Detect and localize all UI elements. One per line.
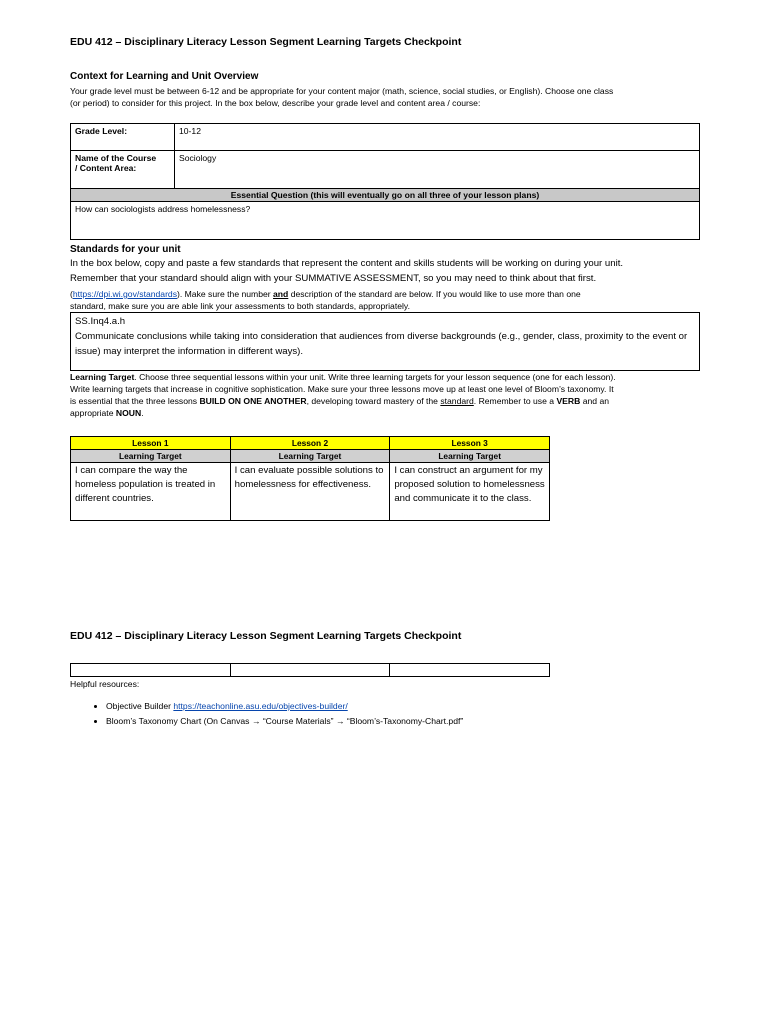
lt-line-1 xyxy=(70,371,710,383)
course-label xyxy=(71,151,175,189)
learning-target-instructions xyxy=(70,371,710,419)
lessons-table xyxy=(70,436,550,521)
objectives-builder-link[interactable]: https://teachonline.asu.edu/objectives-builder/ xyxy=(173,701,348,711)
lesson-1-target: I can compare the way the homeless population is treated in different countries. xyxy=(71,463,231,521)
lesson-1-subheader: Learning Target xyxy=(71,450,231,463)
lesson-3-header: Lesson 3 xyxy=(390,437,550,450)
dpi-standards-link[interactable]: https://dpi.wi.gov/standards xyxy=(72,289,178,299)
standard-emphasis: standard xyxy=(440,396,474,406)
lesson-2-subheader: Learning Target xyxy=(230,450,390,463)
lesson-3-subheader: Learning Target xyxy=(390,450,550,463)
standards-box xyxy=(70,312,700,371)
standards-line-4: standard, make sure you are able link your assessments to both standards, appropriately. xyxy=(70,301,410,311)
and-emphasis: and xyxy=(273,289,289,299)
lt-line-3-c: . Remember to use a xyxy=(473,396,557,406)
lt-line-3-a: is essential that the three lessons xyxy=(70,396,200,406)
essential-question-header: Essential Question (this will eventually go on all three of your lesson plans) xyxy=(71,189,700,202)
lesson-3-target: I can construct an argument for my proposed solution to homelessness and communicate it to the class. xyxy=(390,463,550,521)
standards-line-2: Remember that your standard should align with your SUMMATIVE ASSESSMENT, so you may need to think about that first. xyxy=(70,273,597,284)
helpful-resources-label: Helpful resources: xyxy=(70,679,140,689)
standards-line-3 xyxy=(70,288,581,300)
course-label-line-1: Name of the Course xyxy=(75,153,157,163)
standards-heading: Standards for your unit xyxy=(70,244,181,255)
grade-level-value: 10-12 xyxy=(175,124,700,151)
essential-question-value: How can sociologists address homelessness? xyxy=(71,202,700,240)
context-heading: Context for Learning and Unit Overview xyxy=(70,71,259,82)
resources-list xyxy=(70,699,463,729)
empty-continuation-table xyxy=(70,663,550,677)
empty-cell-3 xyxy=(390,664,550,677)
noun-emphasis: NOUN xyxy=(115,408,142,418)
lt-text-1: . Choose three sequential lessons within your unit. Write three learning targets for your lesson sequence (one for each lesson). xyxy=(134,372,616,382)
lt-line-4 xyxy=(70,407,710,419)
empty-cell-2 xyxy=(230,664,390,677)
empty-cell-1 xyxy=(71,664,231,677)
lesson-1-header: Lesson 1 xyxy=(71,437,231,450)
resource-1-text: Objective Builder xyxy=(106,701,174,711)
standards-line-3-end: description of the standard are below. If you would like to use more than one xyxy=(288,289,581,299)
lesson-2-target: I can evaluate possible solutions to homelessness for effectiveness. xyxy=(230,463,390,521)
document-title: EDU 412 – Disciplinary Literacy Lesson Segment Learning Targets Checkpoint xyxy=(70,36,462,48)
lt-line-4-a: appropriate xyxy=(70,408,116,418)
course-label-line-2: / Content Area: xyxy=(75,163,137,173)
resource-objective-builder xyxy=(106,699,463,714)
standard-code: SS.Inq4.a.h xyxy=(75,316,126,327)
paren-open: ( xyxy=(70,289,73,299)
resource-blooms-chart: • Bloom’s Taxonomy Chart (On Canvas → “Course Materials” → “Bloom’s-Taxonomy-Chart.pdf” xyxy=(106,714,463,729)
standard-description: Communicate conclusions while taking into consideration that audiences from diverse backgrounds (e.g., gender, class, proximity to the event or issue) may interpret the information in different ways). xyxy=(75,331,688,357)
lt-line-3 xyxy=(70,395,710,407)
course-value: Sociology xyxy=(175,151,700,189)
lt-line-3-b: , developing toward mastery of the xyxy=(306,396,441,406)
lt-line-3-d: and an xyxy=(580,396,610,406)
lt-line-4-b: . xyxy=(141,408,144,418)
grade-level-label: Grade Level: xyxy=(71,124,175,151)
build-emphasis: BUILD ON ONE ANOTHER xyxy=(199,396,307,406)
lesson-2-header: Lesson 2 xyxy=(230,437,390,450)
lt-label: Learning Target xyxy=(70,372,135,382)
standards-line-3-mid: ). Make sure the number xyxy=(177,289,274,299)
verb-emphasis: VERB xyxy=(556,396,581,406)
lt-line-2: Write learning targets that increase in cognitive sophistication. Make sure your three lessons move up at least one level of Bloom’s taxonomy. It xyxy=(70,384,614,394)
context-line-1: Your grade level must be between 6-12 and be appropriate for your content major (math, science, social studies, or English). Choose one class xyxy=(70,86,614,96)
context-line-2: (or period) to consider for this project. In the box below, describe your grade level and content area / course: xyxy=(70,98,481,108)
page-2-title: EDU 412 – Disciplinary Literacy Lesson Segment Learning Targets Checkpoint xyxy=(70,630,462,642)
grade-course-table xyxy=(70,123,700,240)
standards-line-1: In the box below, copy and paste a few standards that represent the content and skills students will be working on during your unit. xyxy=(70,258,624,269)
